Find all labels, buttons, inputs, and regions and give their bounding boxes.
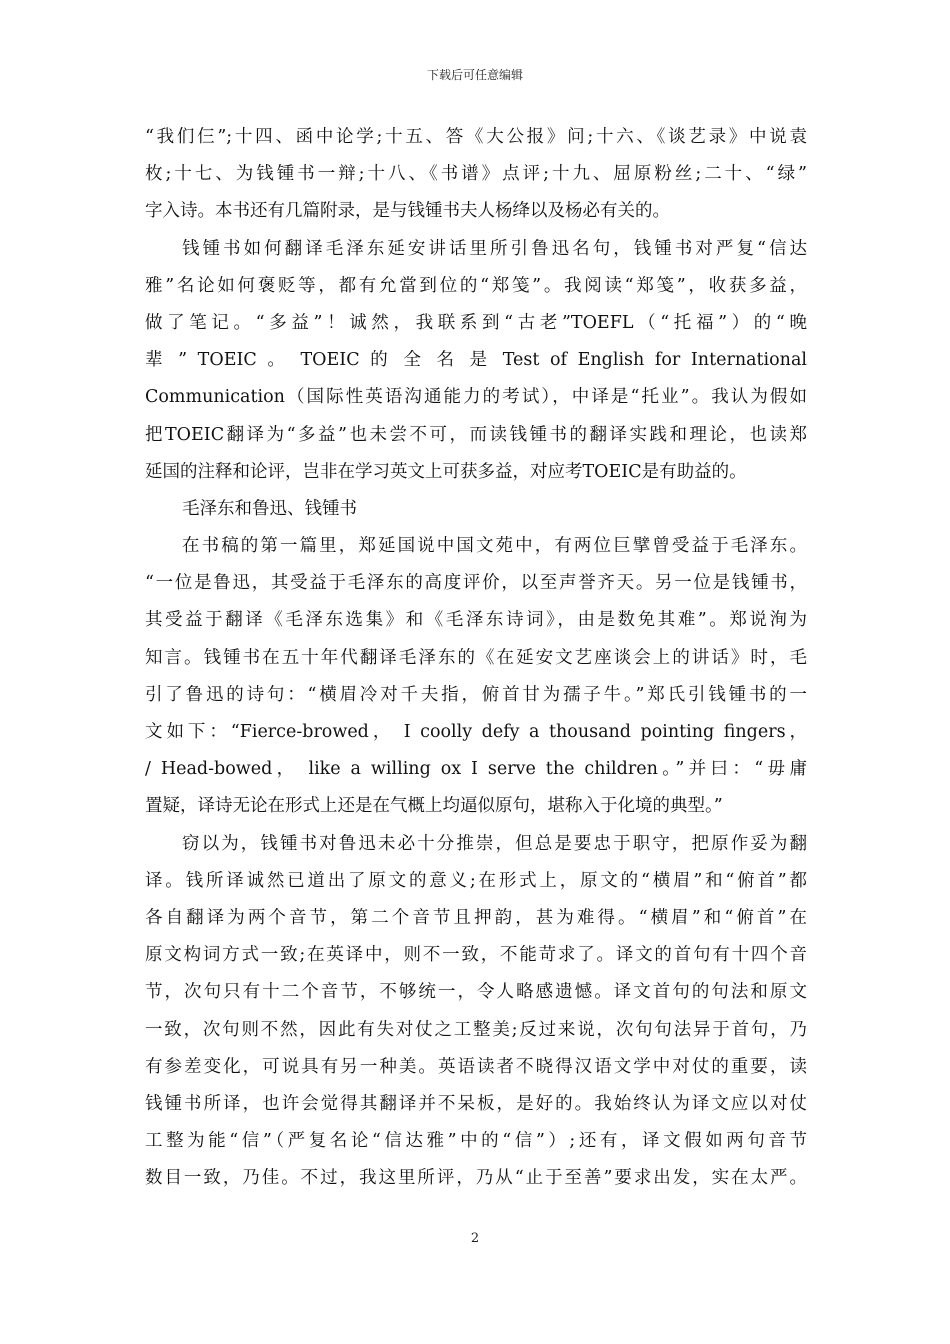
text-line: 一致，次句则不然，因此有失对仗之工整美;反过来说，次句句法异于首句，乃: [145, 1019, 807, 1040]
text-line: 引了鲁迅的诗句：“横眉冷对千夫指，俯首甘为孺子牛。”郑氏引钱锺书的一: [145, 684, 807, 705]
text-line: 窃以为，钱锺书对鲁迅未必十分推崇，但总是要忠于职守，把原作妥为翻: [182, 833, 807, 854]
text-line: 辈 ” TOEIC 。 TOEIC 的 全 名 是 Test of English for International: [145, 350, 807, 371]
text-line: 雅”名论如何褒贬等，都有允當到位的“郑笺”。我阅读“郑笺”，收获多益，: [145, 275, 807, 296]
text-line: 延国的注释和论评，岂非在学习英文上可获多益，对应考TOEIC是有助益的。: [145, 461, 747, 482]
text-line: 字入诗。本书还有几篇附录，是与钱锺书夫人杨绛以及杨必有关的。: [145, 201, 670, 222]
text-line: 毛泽东和鲁迅、钱锺书: [182, 498, 357, 519]
page-header: 下载后可任意编辑: [426, 68, 523, 82]
text-line: 数目一致，乃佳。不过，我这里所评，乃从“止于至善”要求出发，实在太严。: [145, 1168, 807, 1189]
text-line: 节，次句只有十二个音节，不够统一，令人略感遗憾。译文首句的句法和原文: [145, 982, 807, 1003]
text-line: 译。钱所译诚然已道出了原文的意义;在形式上，原文的“横眉”和“俯首”都: [145, 870, 807, 891]
text-line: 做了笔记。“多益”！诚然，我联系到“古老”TOEFL（“托福”）的“晚: [145, 312, 807, 333]
document-body: [145, 119, 807, 1197]
text-line: 置疑，译诗无论在形式上还是在气概上均逼似原句，堪称入于化境的典型。”: [145, 796, 723, 817]
text-line: 枚;十七、为钱锺书一辩;十八、《书谱》点评;十九、屈原粉丝;二十、“绿”: [145, 164, 807, 185]
text-line: 在书稿的第一篇里，郑延国说中国文苑中，有两位巨擘曾受益于毛泽东。: [182, 536, 807, 557]
text-line: 钱锺书如何翻译毛泽东延安讲话里所引鲁迅名句，钱锺书对严复“信达: [182, 238, 807, 259]
text-line: 各自翻译为两个音节，第二个音节且押韵，甚为难得。“横眉”和“俯首”在: [145, 907, 807, 928]
text-line: / Head-bowed， like a willing ox I serve the children。”并曰：“毋庸: [145, 759, 807, 780]
text-line: 文如下：“Fierce-browed， I coolly defy a thousand pointing fingers，: [145, 722, 807, 742]
text-line: “我们仨”;十四、函中论学;十五、答《大公报》问;十六、《谈艺录》中说袁: [145, 127, 807, 147]
text-line: 钱锺书所译，也许会觉得其翻译并不呆板，是好的。我始终认为译文应以对仗: [145, 1093, 807, 1114]
text-line: 工整为能“信”（严复名论“信达雅”中的“信”）;还有，译文假如两句音节: [145, 1131, 807, 1152]
text-line: 原文构词方式一致;在英译中，则不一致，不能苛求了。译文的首句有十四个音: [145, 945, 807, 966]
text-line: 有参差变化，可说具有另一种美。英语读者不晓得汉语文学中对仗的重要，读: [145, 1056, 807, 1077]
text-line: Communication（国际性英语沟通能力的考试），中译是“托业”。我认为假如: [145, 387, 807, 408]
text-line: 把TOEIC翻译为“多益”也未尝不可，而读钱锺书的翻译实践和理论，也读郑: [145, 424, 807, 445]
text-line: “一位是鲁迅，其受益于毛泽东的高度评价，以至声誉齐天。另一位是钱锺书，: [145, 573, 807, 594]
page-number: 2: [470, 1231, 480, 1246]
text-line: 其受益于翻译《毛泽东选集》和《毛泽东诗词》，由是数免其难”。郑说洵为: [145, 610, 807, 631]
text-line: 知言。钱锺书在五十年代翻译毛泽东的《在延安文艺座谈会上的讲话》时，毛: [145, 647, 807, 668]
